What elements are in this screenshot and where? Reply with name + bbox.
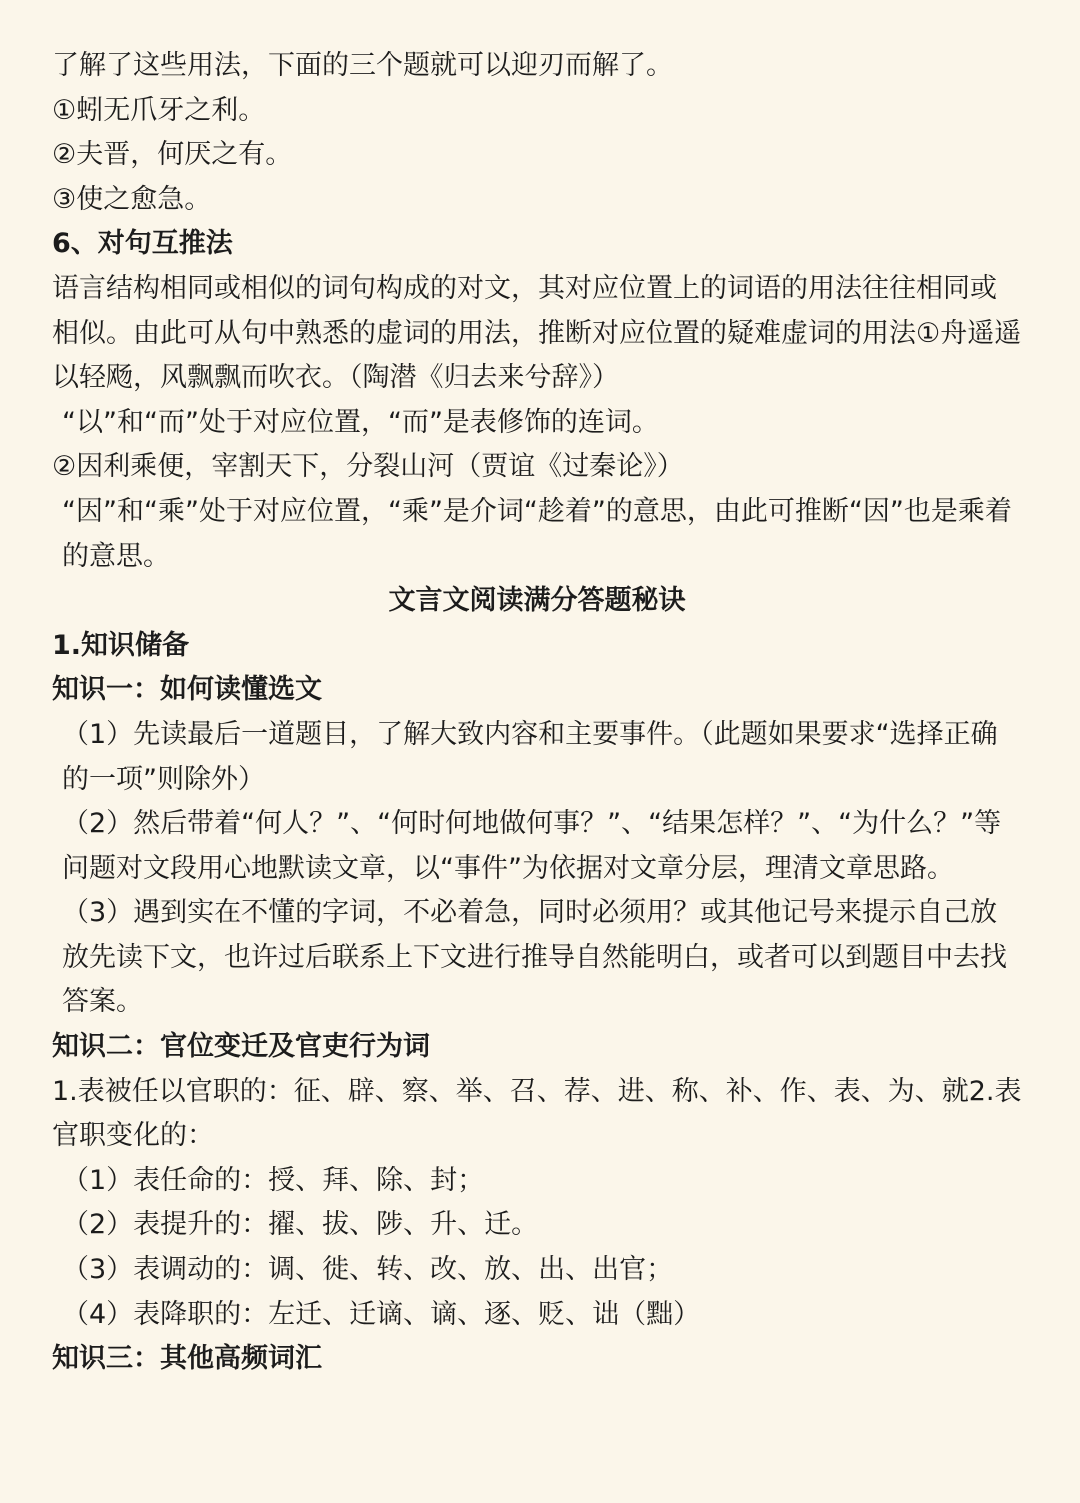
- example-item: ②夫晋，何厌之有。: [52, 139, 293, 171]
- example-item: ①蚓无爪牙之利。: [52, 94, 266, 126]
- list-item: （3）表调动的：调、徙、转、改、放、出、出官；: [62, 1254, 674, 1286]
- list-item: （2）表提升的：擢、拔、陟、升、迁。: [62, 1209, 539, 1241]
- paragraph: 1.表被任以官职的：征、辟、察、举、召、荐、进、称、补、作、表、为、就2.表官职变化的：: [52, 1075, 1022, 1152]
- paragraph: （1）先读最后一道题目，了解大致内容和主要事件。（此题如果要求“选择正确的一项”则除外）: [62, 718, 998, 795]
- list-item: （4）表降职的：左迁、迁谪、谪、逐、贬、诎（黜）: [62, 1298, 701, 1330]
- subsection-heading: 知识一：如何读懂选文: [52, 674, 322, 706]
- page-title: 文言文阅读满分答题秘诀: [388, 585, 686, 617]
- paragraph: （2）然后带着“何人？”、“何时何地做何事？”、“结果怎样？”、“为什么？”等问题对文段用心地默读文章，以“事件”为依据对文章分层，理清文章思路。: [62, 808, 1002, 884]
- section-heading: 6、对句互推法: [52, 228, 233, 260]
- paragraph: 语言结构相同或相似的词句构成的对文，其对应位置上的词语的用法往往相同或相似。由此可从句中熟悉的虚词的用法，推断对应位置的疑难虚词的用法①舟遥遥以轻飏，风飘飘而吹衣。（陶潜《归去来兮辞》）: [52, 272, 1022, 394]
- subsection-heading: 知识二：官位变迁及官吏行为词: [52, 1031, 430, 1063]
- paragraph: （3）遇到实在不懂的字词，不必着急，同时必须用？或其他记号来提示自己放放先读下文，也许过后联系上下文进行推导自然能明白，或者可以到题目中去找答案。: [62, 897, 1007, 1018]
- paragraph: “因”和“乘”处于对应位置，“乘”是介词“趁着”的意思，由此可推断“因”也是乘着的意思。: [62, 495, 1012, 572]
- list-item: （1）表任命的：授、拜、除、封；: [62, 1164, 485, 1196]
- section-heading: 1.知识储备: [52, 629, 190, 661]
- example-item: ②因利乘便，宰割天下，分裂山河（贾谊《过秦论》）: [52, 451, 684, 483]
- subsection-heading: 知识三：其他高频词汇: [52, 1343, 322, 1375]
- example-item: ③使之愈急。: [52, 183, 212, 215]
- text-line: 了解了这些用法，下面的三个题就可以迎刃而解了。: [52, 50, 673, 81]
- text-line: “以”和“而”处于对应位置，“而”是表修饰的连词。: [62, 406, 659, 438]
